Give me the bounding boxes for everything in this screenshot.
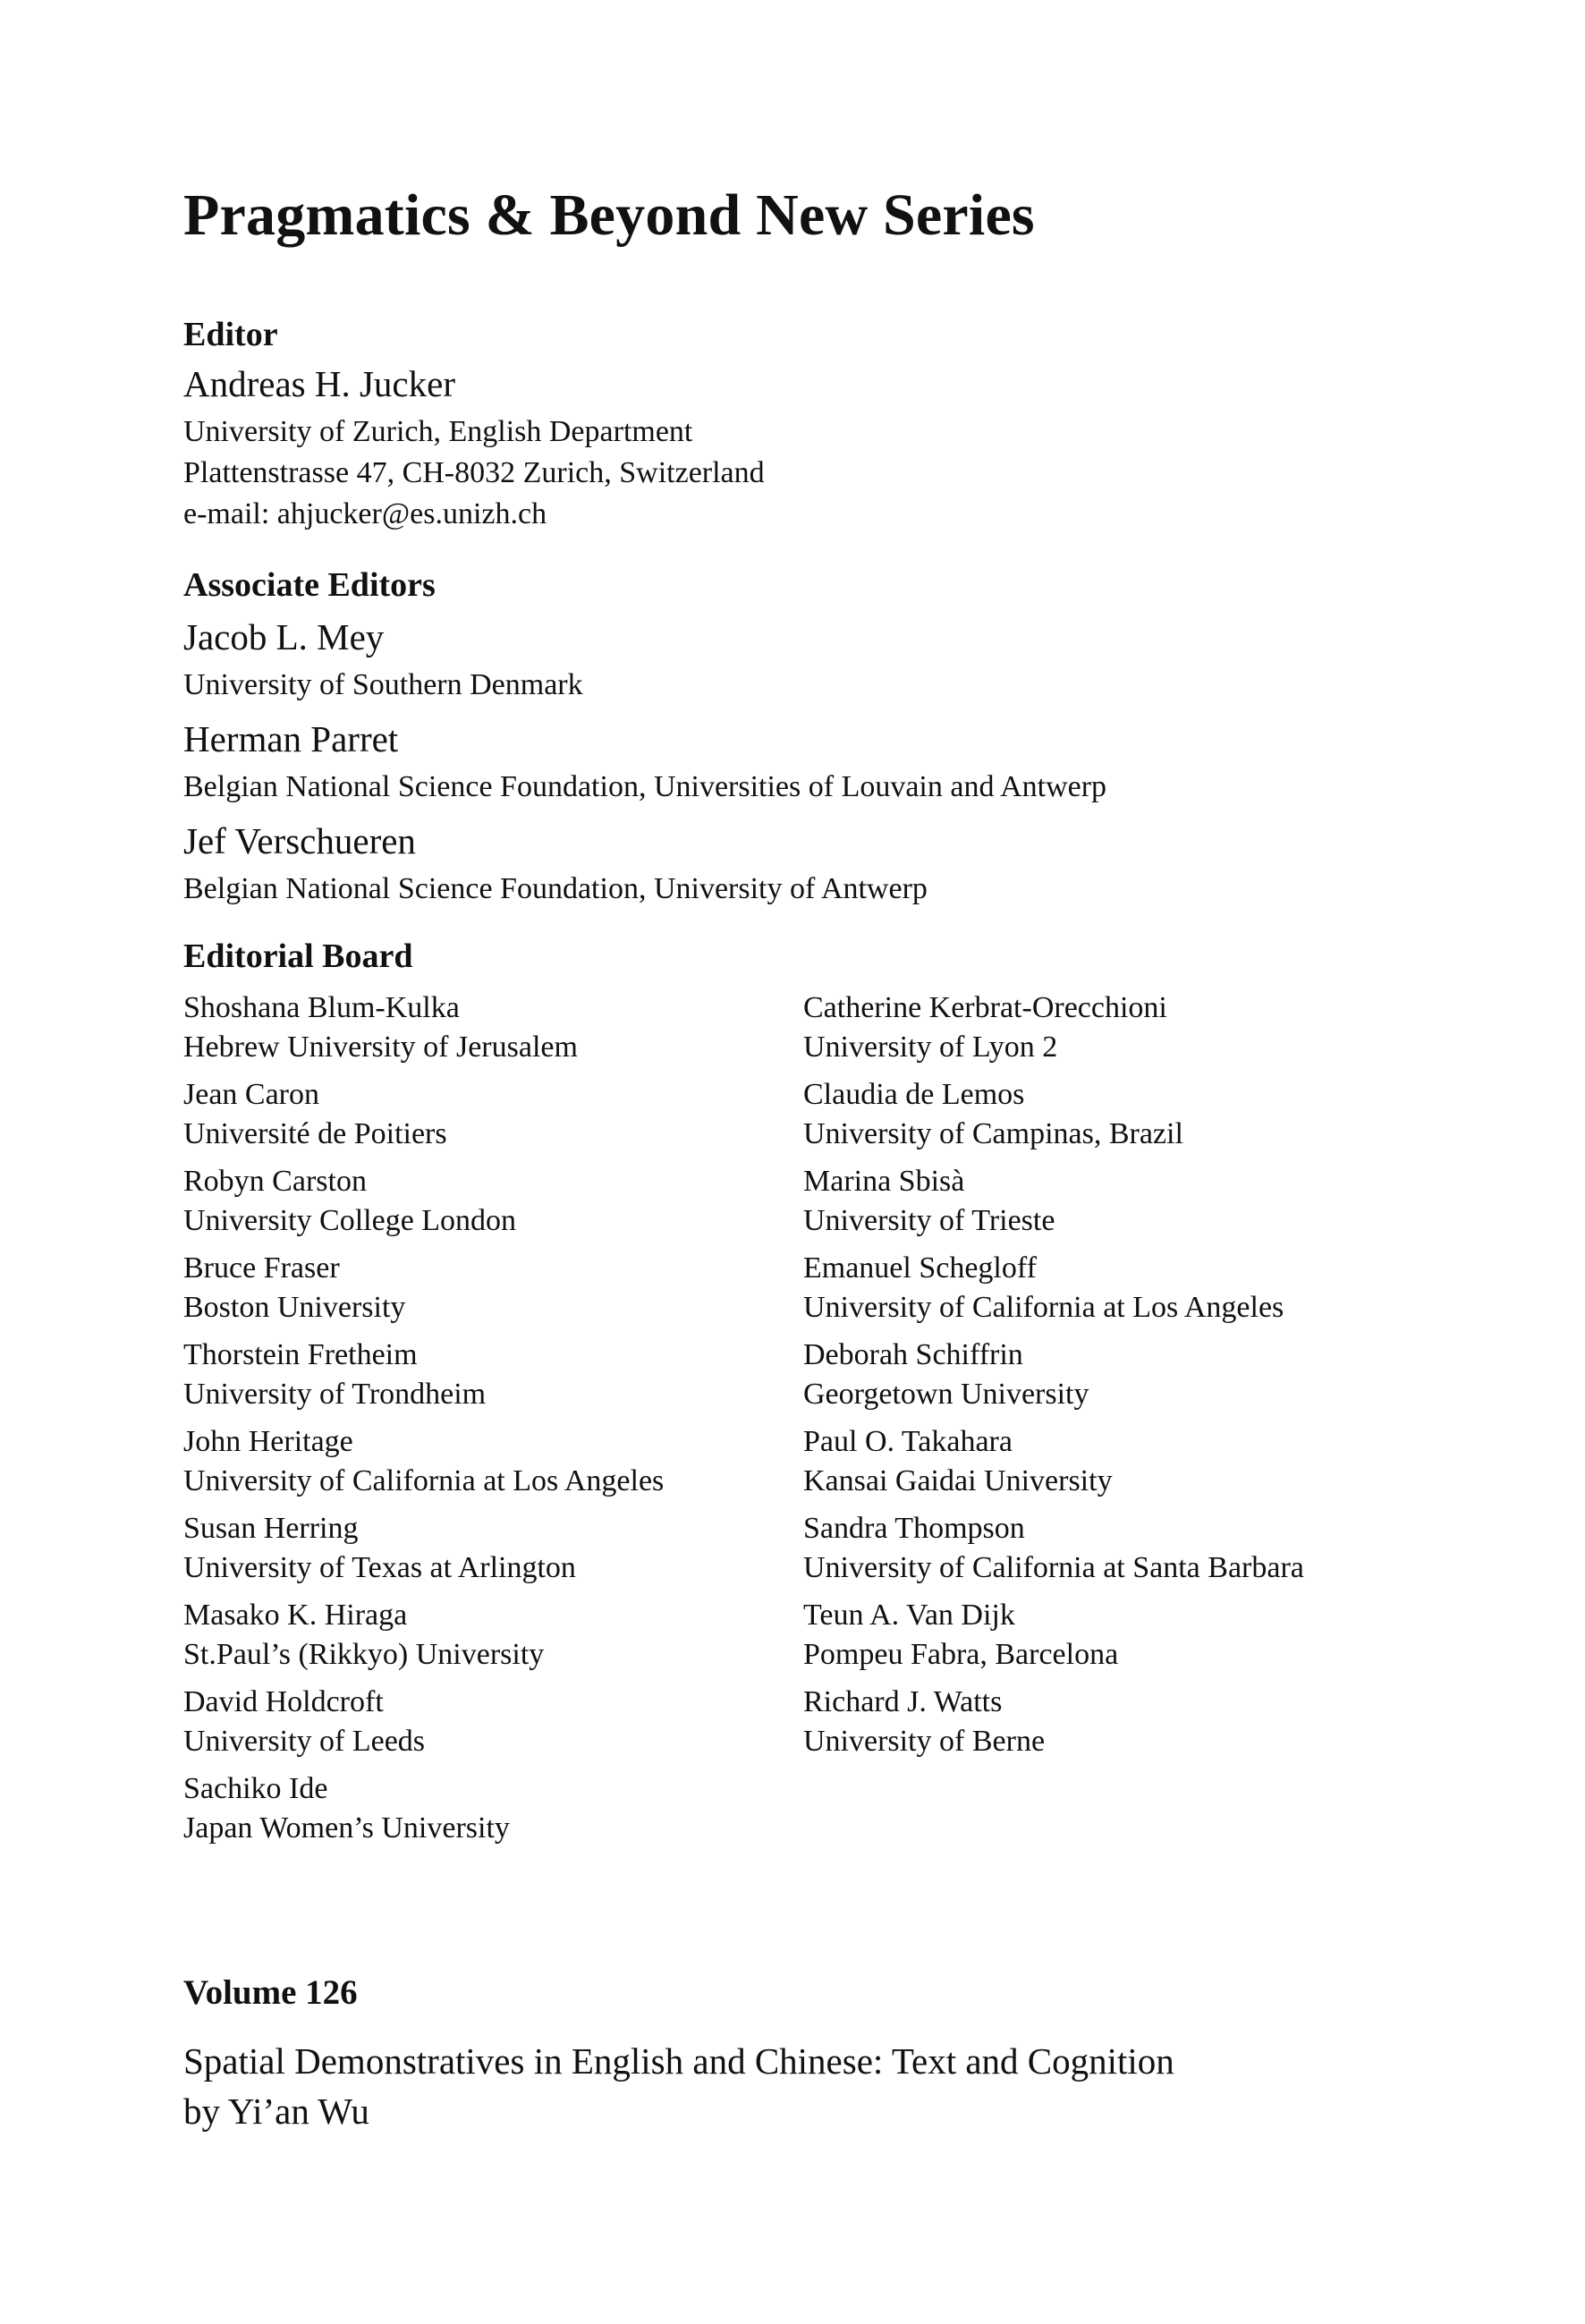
board-member	[803, 988, 1304, 1066]
board-member-name: Sachiko Ide	[183, 1772, 328, 1805]
volume-label: Volume 126	[183, 1973, 358, 2012]
volume-author-line: by Yi’an Wu	[183, 2091, 369, 2132]
board-member-name: Shoshana Blum-Kulka	[183, 991, 460, 1024]
board-member	[803, 1509, 1304, 1587]
board-member	[183, 988, 664, 1066]
board-member	[183, 1422, 664, 1500]
board-member-name: Catherine Kerbrat-Orecchioni	[803, 991, 1167, 1024]
board-member-affiliation: University of Texas at Arlington	[183, 1551, 576, 1584]
editorial-board-heading: Editorial Board	[183, 937, 413, 975]
volume-title	[183, 2036, 1174, 2136]
board-member-name: Deborah Schiffrin	[803, 1338, 1023, 1371]
associate-editors-heading: Associate Editors	[183, 566, 436, 604]
board-member-affiliation: Japan Women’s University	[183, 1811, 510, 1845]
associate-editor-name: Jacob L. Mey	[183, 616, 385, 657]
board-member	[803, 1596, 1304, 1674]
editor-email-line: e-mail: ahjucker@es.unizh.ch	[183, 497, 547, 530]
board-member	[183, 1336, 664, 1413]
board-member	[183, 1509, 664, 1587]
editor-name: Andreas H. Jucker	[183, 363, 455, 404]
board-member	[183, 1162, 664, 1240]
board-member-name: Bruce Fraser	[183, 1251, 340, 1285]
board-member	[183, 1075, 664, 1153]
board-member	[183, 1769, 664, 1847]
associate-editor-affiliation: Belgian National Science Foundation, Universities of Louvain and Antwerp	[183, 770, 1107, 803]
board-member-affiliation: University of California at Los Angeles	[803, 1291, 1284, 1324]
board-member-name: Teun A. Van Dijk	[803, 1599, 1015, 1632]
board-member-name: Jean Caron	[183, 1078, 320, 1111]
board-member	[803, 1249, 1304, 1327]
board-member-affiliation: St.Paul’s (Rikkyo) University	[183, 1638, 545, 1671]
editorial-board-left-column	[183, 988, 664, 1856]
board-member-name: Richard J. Watts	[803, 1685, 1003, 1718]
associate-editor-name: Jef Verschueren	[183, 820, 416, 861]
board-member-affiliation: University of California at Los Angeles	[183, 1464, 665, 1497]
board-member	[183, 1683, 664, 1760]
board-member-name: Marina Sbisà	[803, 1165, 965, 1198]
board-member-name: Susan Herring	[183, 1512, 359, 1545]
editorial-board-right-column	[803, 988, 1304, 1769]
board-member-affiliation: Université de Poitiers	[183, 1117, 447, 1150]
board-member-name: Thorstein Fretheim	[183, 1338, 418, 1371]
board-member	[803, 1422, 1304, 1500]
board-member	[803, 1336, 1304, 1413]
board-member-affiliation: Boston University	[183, 1291, 406, 1324]
board-member-affiliation: University of Trieste	[803, 1204, 1055, 1237]
board-member-name: Paul O. Takahara	[803, 1425, 1013, 1458]
board-member-name: Masako K. Hiraga	[183, 1599, 408, 1632]
board-member-affiliation: Georgetown University	[803, 1378, 1089, 1411]
board-member-name: Emanuel Schegloff	[803, 1251, 1037, 1285]
board-member-affiliation: University of Leeds	[183, 1725, 426, 1758]
board-member-name: Claudia de Lemos	[803, 1078, 1025, 1111]
associate-editor-affiliation: Belgian National Science Foundation, University of Antwerp	[183, 872, 928, 905]
associate-editor-affiliation: University of Southern Denmark	[183, 668, 583, 701]
series-title: Pragmatics & Beyond New Series	[183, 182, 1035, 248]
editor-heading: Editor	[183, 316, 278, 353]
board-member-affiliation: Pompeu Fabra, Barcelona	[803, 1638, 1119, 1671]
board-member	[183, 1596, 664, 1674]
board-member	[803, 1075, 1304, 1153]
board-member	[183, 1249, 664, 1327]
board-member-affiliation: University of Campinas, Brazil	[803, 1117, 1183, 1150]
associate-editor-name: Herman Parret	[183, 718, 399, 759]
board-member-name: Robyn Carston	[183, 1165, 367, 1198]
board-member-affiliation: University of California at Santa Barbara	[803, 1551, 1304, 1584]
board-member-affiliation: University of Berne	[803, 1725, 1046, 1758]
board-member-name: Sandra Thompson	[803, 1512, 1025, 1545]
board-member-affiliation: University of Trondheim	[183, 1378, 487, 1411]
board-member-affiliation: University College London	[183, 1204, 517, 1237]
editor-address-line: Plattenstrasse 47, CH-8032 Zurich, Switzerland	[183, 456, 765, 489]
board-member-affiliation: Hebrew University of Jerusalem	[183, 1031, 578, 1064]
board-member	[803, 1683, 1304, 1760]
board-member-affiliation: University of Lyon 2	[803, 1031, 1058, 1064]
board-member	[803, 1162, 1304, 1240]
board-member-name: David Holdcroft	[183, 1685, 384, 1718]
volume-title-line: Spatial Demonstratives in English and Chinese: Text and Cognition	[183, 2040, 1174, 2082]
editor-affiliation-line: University of Zurich, English Department	[183, 415, 693, 448]
board-member-affiliation: Kansai Gaidai University	[803, 1464, 1113, 1497]
board-member-name: John Heritage	[183, 1425, 353, 1458]
